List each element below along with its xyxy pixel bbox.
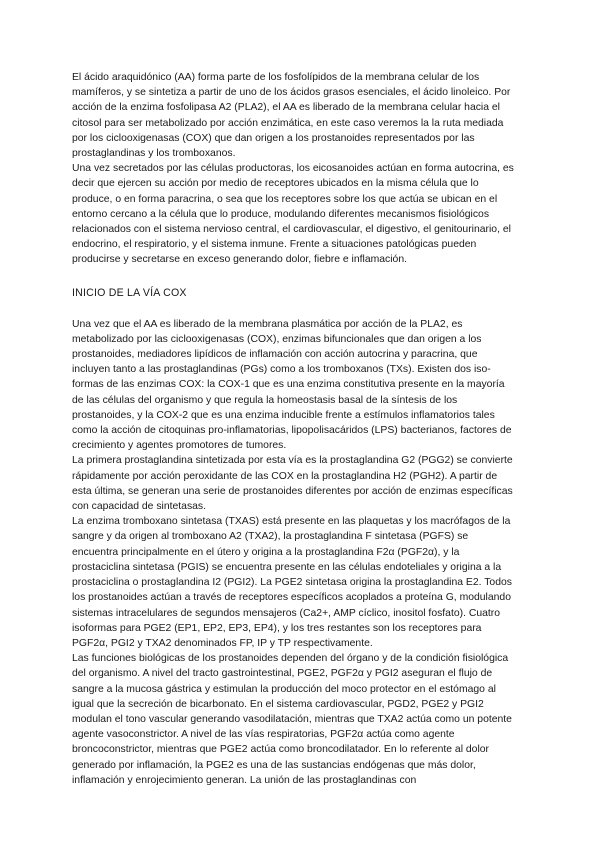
section-paragraph-4: Las funciones biológicas de los prostanoides dependen del órgano y de la condición fisiológica del organismo. A nivel del tracto gastrointestinal, PGE2, PGF2α y PGI2 aseguran el flujo de sangre a la mucosa gástrica y estimulan la producción del moco protector en el estómago al igual que la secreción de bicarbonato. En el sistema cardiovascular, PGD2, PGE2 y PGI2 modulan el tono vascular generando vasodilatación, mientras que TXA2 actúa como un potente agente vasoconstrictor. A nivel de las vías respiratorias, PGF2α actúa como agente broncoconstrictor, mientras que PGE2 actúa como broncodilatador. En lo referente al dolor generado por inflamación, la PGE2 es una de las sustancias endógenas que más dolor, inflamación y enrojecimiento generan. La unión de las prostaglandinas con bbox=[72, 653, 512, 786]
section-paragraph-3: La enzima tromboxano sintetasa (TXAS) está presente en las plaquetas y los macrófagos de la sangre y da origen al tromboxano A2 (TXA2), la prostaglandina F sintetasa (PGFS) se encuentra principalmente en el útero y origina a la prostaglandina F2α (PGF2α), y la prostaciclina sintetasa (PGIS) se encuentra presente en las células endoteliales y origina a la prostaciclina o prostaglandina I2 (PGI2). La PGE2 sintetasa origina la prostaglandina E2. Todos los prostanoides actúan a través de receptores específicos acoplados a proteína G, modulando sistemas intracelulares de segundos mensajeros (Ca2+, AMP cíclico, inositol fosfato). Cuatro isoformas para PGE2 (EP1, EP2, EP3, EP4), y los tres restantes son los receptores para PGF2α, PGI2 y TXA2 denominados FP, IP y TP respectivamente. bbox=[72, 516, 512, 649]
section-heading: INICIO DE LA VÍA COX bbox=[72, 286, 187, 299]
section-paragraph-1: Una vez que el AA es liberado de la membrana plasmática por acción de la PLA2, es metabolizado por las ciclooxigenasas (COX), enzimas bifuncionales que dan origen a los prostanoides, mediadores lipídicos de inflamación con acción autocrina y paracrina, que incluyen tanto a las prostaglandinas (PGs) como a los tromboxanos (TXs). Existen dos iso-formas de las enzimas COX: la COX-1 que es una enzima constitutiva presente en la mayoría de las células del organismo y que regula la homeostasis basal de la síntesis de los prostanoides, y la COX-2 que es una enzima inducible frente a estímulos inflamatorios tales como la acción de citoquinas pro-inflamatorias, lipopolisacáridos (LPS) bacterianos, factores de crecimiento y agentes promotores de tumores. bbox=[72, 318, 512, 452]
section-paragraph-2: La primera prostaglandina sintetizada por esta vía es la prostaglandina G2 (PGG2) se convierte rápidamente por acción peroxidante de las COX en la prostaglandina H2 (PGH2). A partir de esta última, se generan una serie de prostanoides diferentes por acción de enzimas específicas con capacidad de sintetasas. bbox=[72, 455, 513, 513]
intro-paragraph-1: El ácido araquidónico (AA) forma parte de los fosfolípidos de la membrana celular de los mamíferos, y se sintetiza a partir de uno de los ácidos grasos esenciales, el ácido linoleico. Por acción de la enzima fosfolipasa A2 (PLA2), el AA es liberado de la membrana celular hacia el citosol para ser metabolizado por acción enzimática, en este caso veremos la la ruta mediada por los ciclooxigenasas (COX) que dan origen a los prostanoides representados por las prostaglandinas y los tromboxanos. bbox=[72, 72, 511, 160]
intro-paragraph-2: Una vez secretados por las células productoras, los eicosanoides actúan en forma autocrina, es decir que ejercen su acción por medio de receptores ubicados en la misma célula que lo produce, o en forma paracrina, o sea que los receptores sobre los que actúa se ubican en el entorno cercano a la célula que lo produce, modulando diferentes mecanismos fisiológicos relacionados con el sistema nervioso central, el cardiovascular, el digestivo, el genitourinario, el endocrino, el respiratorio, y el sistema inmune. Frente a situaciones patológicas pueden producirse y secretarse en exceso generando dolor, fiebre e inflamación. bbox=[72, 163, 514, 266]
